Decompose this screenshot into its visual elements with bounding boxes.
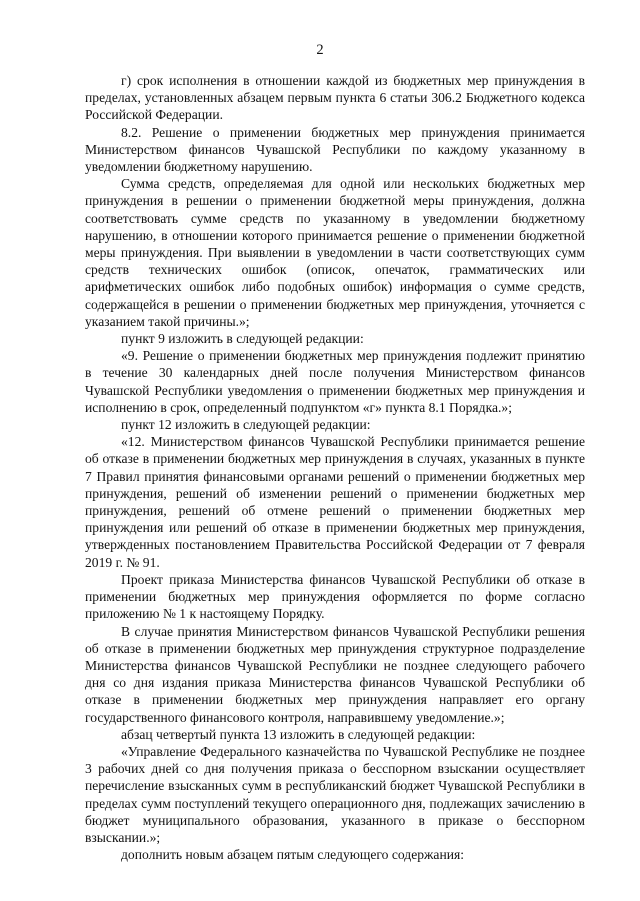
paragraph: В случае принятия Министерством финансов Чувашской Республики решения об отказе в применении бюджетных мер принуждения структурное подразделение Министерства финансов Чувашской Республики не позднее следующего рабочего дня со дня издания приказа Министерства финансов Чувашской Республики об отказе в применении бюджетных мер принуждения направляет его органу государственного финансового контроля, направившему уведомление.»; bbox=[85, 623, 585, 725]
page-number: 2 bbox=[316, 42, 324, 58]
paragraph: Проект приказа Министерства финансов Чувашской Республики об отказе в применении бюджетных мер принуждения оформляется по форме согласно приложению № 1 к настоящему Порядку. bbox=[85, 571, 585, 622]
paragraph: пункт 12 изложить в следующей редакции: bbox=[121, 417, 371, 433]
document-body bbox=[85, 72, 585, 863]
paragraph: дополнить новым абзацем пятым следующего содержания: bbox=[121, 847, 465, 863]
paragraph: «12. Министерством финансов Чувашской Республики принимается решение об отказе в применении бюджетных мер принуждения в случаях, указанных в пункте 7 Правил принятия финансовыми органами решений о применении бюджетных мер принуждения, решений об изменении решений о применении бюджетных мер принуждения, решений об отмене решений о применении бюджетных мер принуждения или решений об отказе в применении бюджетных мер принуждения, утвержденных постановлением Правительства Российской Федерации от 7 февраля 2019 г. № 91. bbox=[85, 434, 585, 570]
paragraph: Сумма средств, определяемая для одной или нескольких бюджетных мер принуждения в решении о применении бюджетной меры принуждения, должна соответствовать сумме средств по указанному в уведомлении бюджетному нарушению, в отношении которого принимается решение о применении бюджетной меры принуждения. При выявлении в уведомлении в части соответствующих сумм средств технических ошибок (описок, опечаток, грамматических или арифметических ошибок либо подобных ошибок) информация о сумме средств, содержащейся в решении о применении бюджетных мер принуждения, уточняется с указанием такой причины.»; bbox=[85, 176, 585, 329]
paragraph: абзац четвертый пункта 13 изложить в следующей редакции: bbox=[121, 726, 476, 742]
paragraph: пункт 9 изложить в следующей редакции: bbox=[121, 331, 364, 347]
paragraph: «9. Решение о применении бюджетных мер принуждения подлежит принятию в течение 30 календарных дней после получения Министерством финансов Чувашской Республики уведомления о применении бюджетных мер принуждения и исполнению в срок, определенный подпунктом «г» пункта 8.1 Порядка.»; bbox=[85, 348, 585, 415]
paragraph: 8.2. Решение о применении бюджетных мер принуждения принимается Министерством финансов Чувашской Республики по каждому указанному в уведомлении бюджетному нарушению. bbox=[85, 124, 585, 175]
paragraph: «Управление Федерального казначейства по Чувашской Республике не позднее 3 рабочих дней со дня получения приказа о бесспорном взыскании осуществляет перечисление взысканных сумм в республиканский бюджет Чувашской Республики в пределах сумм поступлений текущего операционного дня, подлежащих зачислению в бюджет муниципального образования, указанного в приказе о бесспорном взыскании.»; bbox=[85, 743, 585, 845]
paragraph: г) срок исполнения в отношении каждой из бюджетных мер принуждения в пределах, установленных абзацем первым пункта 6 статьи 306.2 Бюджетного кодекса Российской Федерации. bbox=[85, 73, 585, 123]
